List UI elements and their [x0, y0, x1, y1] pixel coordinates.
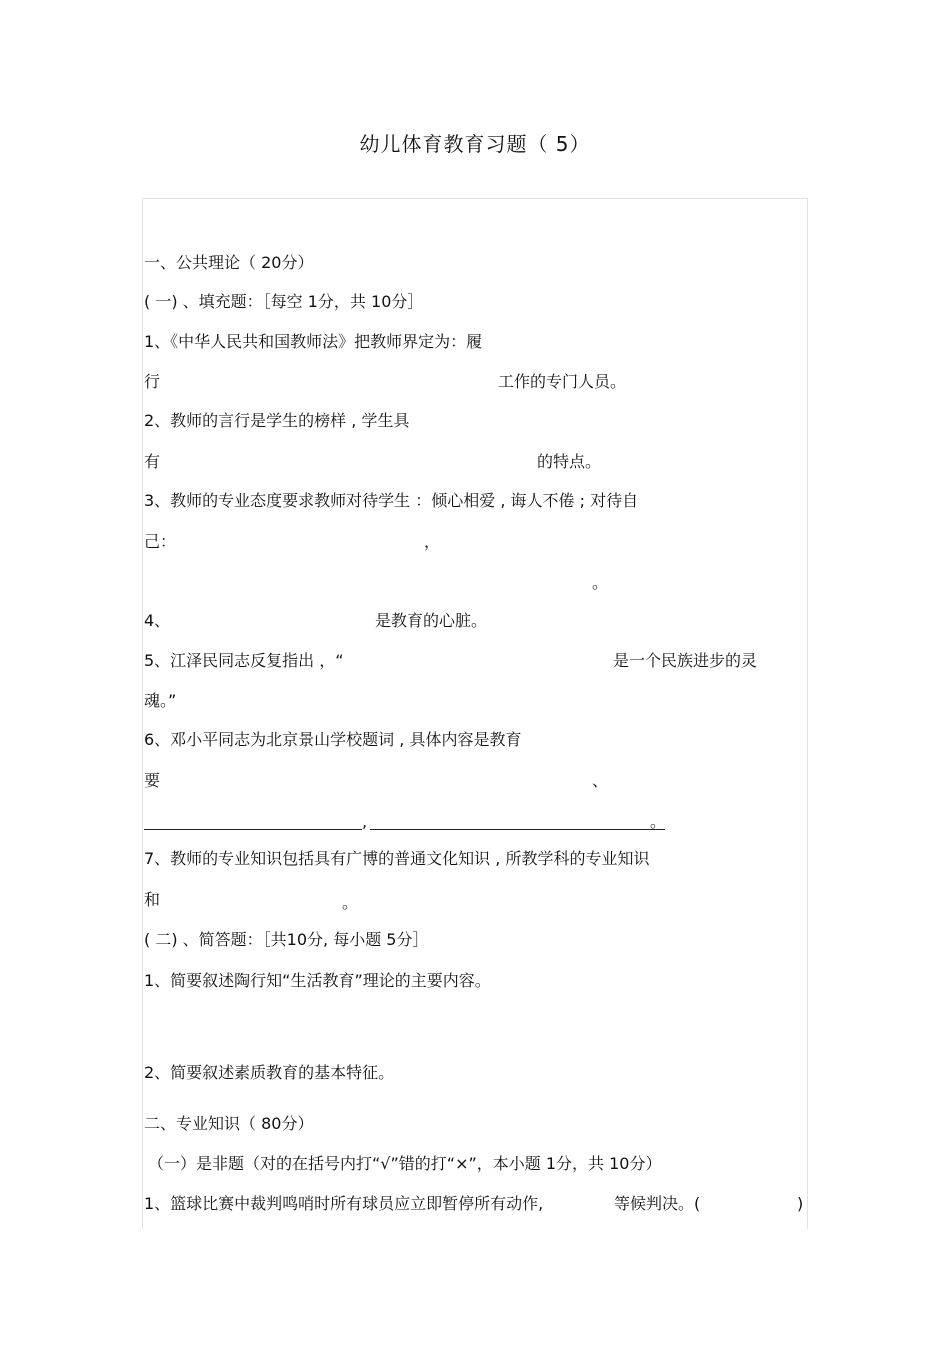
question-1-line-2-start: 行 — [144, 372, 161, 391]
question-6-line-2-start: 要 — [144, 771, 161, 790]
question-7-line-2-end: 。 — [342, 893, 359, 912]
page-title: 幼儿体育教育习题（ 5） — [359, 132, 591, 156]
short-answer-heading: ( 二) 、简答题：［共10分, 每小题 5分］ — [144, 930, 429, 949]
question-1-line-2-end: 工作的专门人员。 — [498, 372, 627, 391]
true-false-heading: （一）是非题（对的在括号内打“√”错的打“×”，本小题 1分，共 10分） — [148, 1154, 662, 1173]
question-2-line-2-end: 的特点。 — [537, 452, 602, 471]
question-2-line-1: 2、教师的言行是学生的榜样 , 学生具 — [144, 411, 410, 430]
true-false-question-1-bracket-close: ) — [797, 1194, 804, 1213]
question-3-line-2-start: 己： — [144, 532, 177, 551]
question-4-number: 4、 — [144, 611, 171, 630]
question-3-line-1: 3、教师的专业态度要求教师对待学生 ：倾心相爱 , 诲人不倦 ; 对待自 — [144, 491, 639, 510]
question-4-text: 是教育的心脏。 — [375, 611, 488, 630]
question-1-line-1: 1、《中华人民共和国教师法》把教师界定为：履 — [144, 332, 483, 351]
question-7-line-1: 7、教师的专业知识包括具有广博的普通文化知识 , 所教学科的专业知识 — [144, 849, 650, 868]
question-3-line-2-comma: ， — [424, 532, 441, 551]
short-answer-question-1: 1、简要叙述陶行知“生活教育”理论的主要内容。 — [144, 971, 491, 990]
question-6-line-3-end: 。 — [650, 812, 667, 831]
question-6-line-3-comma: , — [362, 812, 368, 831]
question-2-line-2-start: 有 — [144, 452, 161, 471]
question-3-line-3-end: 。 — [592, 573, 609, 592]
question-7-line-2-start: 和 — [144, 890, 161, 909]
question-6-line-1: 6、邓小平同志为北京景山学校题词 , 具体内容是教育 — [144, 730, 522, 749]
answer-blank-line — [370, 829, 665, 830]
question-5-line-1-start: 5、江泽民同志反复指出 ，“ — [144, 651, 344, 670]
question-5-line-1-end: 是一个民族进步的灵 — [613, 651, 758, 670]
question-6-line-2-separator: 、 — [592, 771, 609, 790]
answer-blank-line — [144, 829, 362, 830]
question-5-line-2: 魂。” — [144, 691, 177, 710]
short-answer-question-2: 2、简要叙述素质教育的基本特征。 — [144, 1063, 395, 1082]
true-false-question-1: 1、篮球比赛中裁判鸣哨时所有球员应立即暂停所有动作, — [144, 1194, 544, 1213]
true-false-question-1-bracket-open: 等候判决。( — [614, 1194, 701, 1213]
part2-heading: 二、专业知识（ 80分） — [144, 1114, 314, 1133]
part1-heading: 一、公共理论（ 20分） — [144, 253, 314, 272]
fill-in-heading: ( 一) 、填充题：［每空 1分，共 10分］ — [144, 292, 424, 311]
